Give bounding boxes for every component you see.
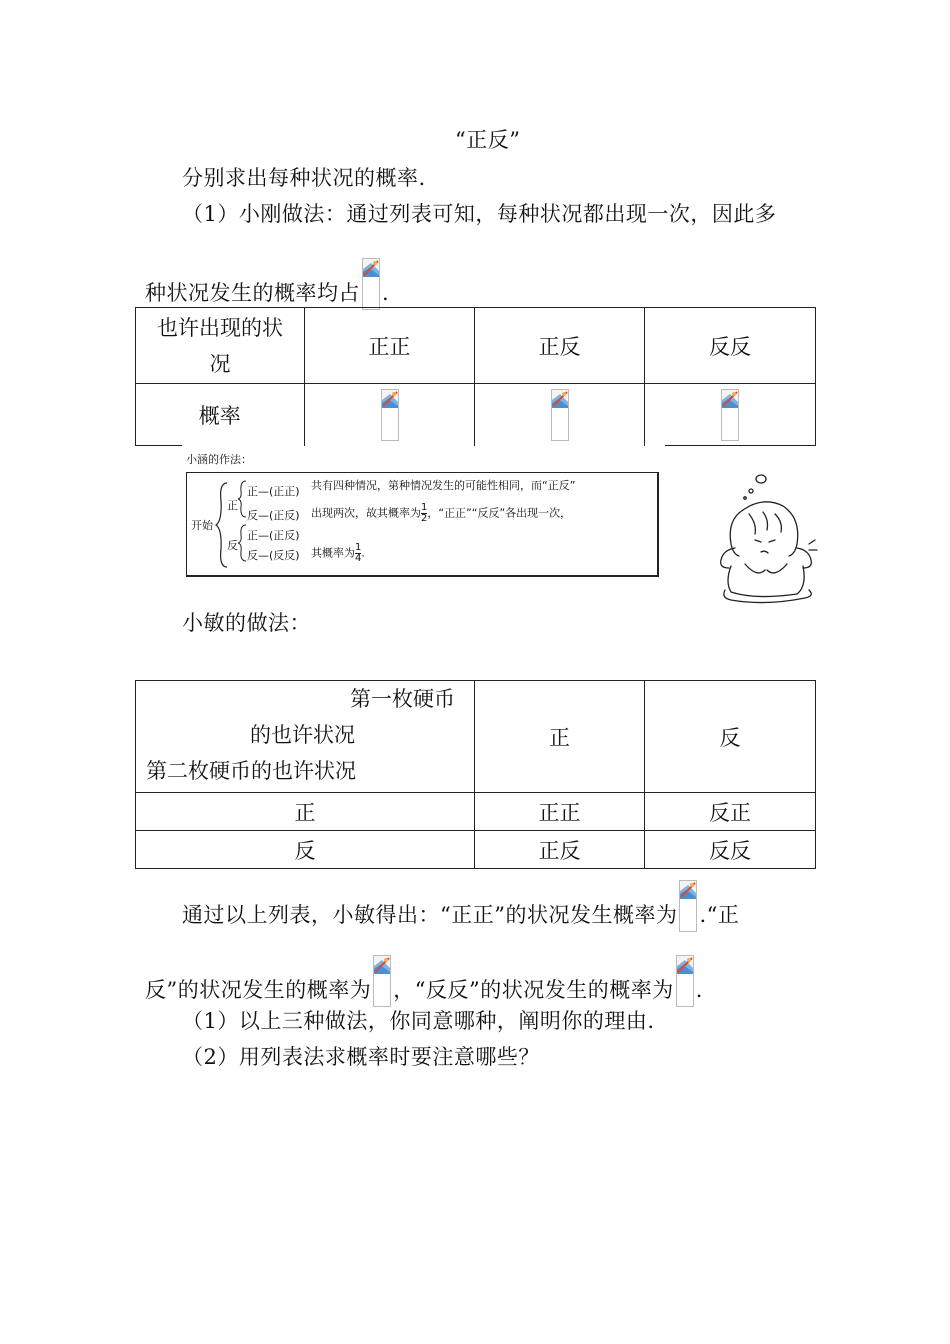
- intro-line-3-end: .: [382, 281, 390, 305]
- fraction-image-icon: [362, 258, 380, 310]
- intro-line-3-text: 种状况发生的概率均占: [145, 281, 360, 305]
- fraction-image-icon: [721, 389, 739, 441]
- question-1: （1）以上三种做法，你同意哪种，阐明你的理由.: [182, 1009, 655, 1033]
- table2-cell: 反正: [645, 793, 816, 831]
- fraction-half-num: 1: [421, 502, 428, 513]
- tree-start: 开始: [191, 519, 213, 532]
- xiaohan-text-2b: ，“正正”“反反”各出现一次，: [427, 506, 572, 520]
- table2-row-label: 正: [136, 793, 475, 831]
- table2-col-zheng: 正: [475, 681, 645, 793]
- header-outcome-label-line-2: 况: [209, 351, 231, 376]
- row-label-probability: 概率: [136, 384, 305, 446]
- tree-zheng: 正: [227, 499, 238, 512]
- prob-cell-zf: [475, 384, 645, 446]
- table2-col-fan: 反: [645, 681, 816, 793]
- table-left-edge: [135, 384, 136, 446]
- tree-branch-2: 反—(正反): [247, 509, 300, 522]
- table2-cell: 正反: [475, 831, 645, 869]
- upper-brace: [237, 479, 247, 519]
- conclusion-line-2: [145, 955, 703, 1007]
- tree-branch-4: 反—(反反): [247, 549, 300, 562]
- col-header-ff: 反反: [645, 308, 816, 384]
- table2-cell: 正正: [475, 793, 645, 831]
- fraction-image-icon: [381, 389, 399, 441]
- corner-line-1: 第一枚硬币: [350, 687, 455, 711]
- prob-cell-zz: [305, 384, 475, 446]
- conclusion-line-1a: 通过以上列表，小敏得出：“正正”的状况发生概率为: [182, 903, 678, 927]
- conclusion-line-1: [182, 880, 739, 932]
- intro-line-2: （1）小刚做法：通过列表可知，每种状况都出现一次，因此多: [182, 202, 777, 226]
- fraction-image-icon: [679, 880, 697, 932]
- fraction-quarter-num: 1: [355, 542, 362, 553]
- table-right-edge: [815, 384, 816, 446]
- xiaohan-text-2: [311, 503, 571, 524]
- table2-corner-header: [136, 681, 475, 793]
- conclusion-line-1b: .“正: [699, 903, 740, 927]
- xiaogang-table: [135, 307, 816, 446]
- tree-branch-3: 正—(正反): [247, 529, 300, 542]
- lower-brace: [237, 523, 247, 563]
- col-header-zf: 正反: [475, 308, 645, 384]
- fraction-image-icon: [373, 955, 391, 1007]
- conclusion-line-2c: .: [695, 978, 703, 1002]
- outer-brace: [215, 481, 229, 569]
- question-2: （2）用列表法求概率时要注意哪些？: [182, 1045, 540, 1069]
- xiaomin-table: [135, 680, 816, 869]
- col-header-zz: 正正: [305, 308, 475, 384]
- tree-fan: 反: [227, 539, 238, 552]
- xiaohan-text-3a: 其概率为: [311, 546, 355, 560]
- prob-cell-ff: [645, 384, 816, 446]
- xiaohan-text-3: [311, 543, 365, 564]
- header-outcome-label: [136, 308, 305, 384]
- thinking-girl-illustration: [705, 468, 835, 606]
- table2-row-label: 反: [136, 831, 475, 869]
- xiaohan-text-3b: .: [361, 546, 365, 560]
- fraction-quarter-den: 4: [355, 553, 362, 564]
- fraction-half-den: 2: [421, 513, 428, 524]
- page-title: “正反”: [455, 128, 521, 152]
- table-bottom-rule-right: [665, 445, 816, 446]
- intro-line-1: 分别求出每种状况的概率.: [182, 166, 426, 190]
- xiaohan-title: 小涵的作法：: [186, 453, 252, 466]
- intro-line-3: [145, 258, 389, 310]
- table2-cell: 反反: [645, 831, 816, 869]
- corner-line-3: 第二枚硬币的也许状况: [146, 759, 356, 783]
- conclusion-line-2a: 反”的状况发生的概率为: [145, 978, 372, 1002]
- conclusion-line-2b: ，“反反”的状况发生的概率为: [393, 978, 674, 1002]
- xiaohan-box: [186, 472, 659, 577]
- fraction-image-icon: [676, 955, 694, 1007]
- table-bottom-rule-left: [135, 445, 182, 446]
- xiaohan-text-2a: 出现两次，故其概率为: [311, 506, 421, 520]
- xiaohan-text-1: 共有四种情况，第种情况发生的可能性相同，而“正反”: [311, 479, 576, 492]
- xiaomin-title: 小敏的做法：: [182, 611, 311, 635]
- corner-line-2: 的也许状况: [250, 723, 355, 747]
- header-outcome-label-line-1: 也许出现的状: [157, 315, 283, 340]
- tree-branch-1: 正—(正正): [247, 485, 300, 498]
- fraction-image-icon: [551, 389, 569, 441]
